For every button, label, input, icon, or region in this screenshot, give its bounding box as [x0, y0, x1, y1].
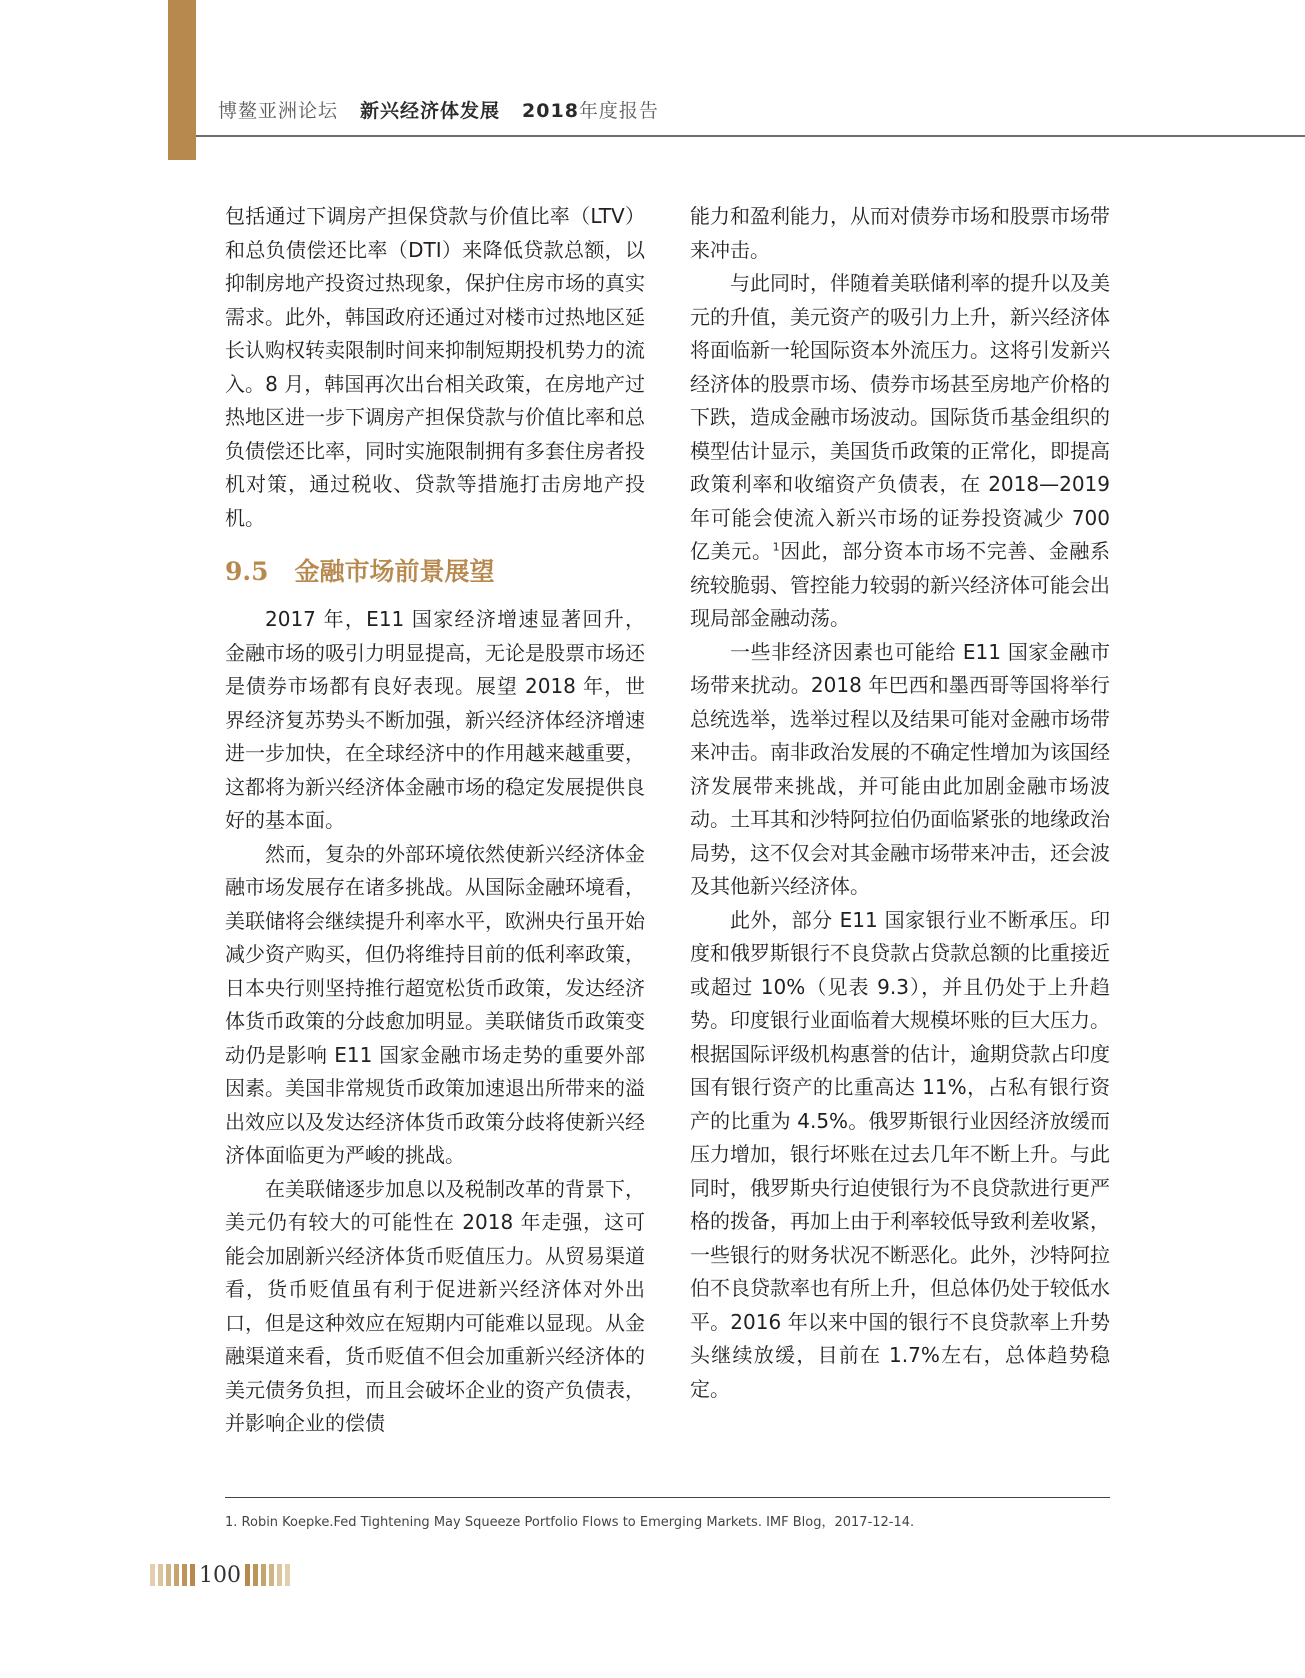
paragraph: 2017 年，E11 国家经济增速显著回升，金融市场的吸引力明显提高，无论是股票市场还是债券市场都有良好表现。展望 2018 年，世界经济复苏势头不断加强，新兴经济体经济增速进一步加快，在全球经济中的作用越来越重要，这都将为新兴经济体金融市场的稳定发展提供良好的基本面。: [225, 607, 645, 832]
page-stripes-right: [245, 1564, 290, 1586]
paragraph: 然而，复杂的外部环境依然使新兴经济体金融市场发展存在诸多挑战。从国际金融环境看，美联储将会继续提升利率水平，欧洲央行虽开始减少资产购买，但仍将维持目前的低利率政策，日本央行则坚持推行超宽松货币政策，发达经济体货币政策的分歧愈加明显。美联储货币政策变动仍是影响 E11 国家金融市场走势的重要外部因素。美国非常规货币政策加速退出所带来的溢出效应以及发达经济体货币政策分歧将使新兴经济体面临更为严峻的挑战。: [225, 841, 645, 1167]
footnote-rule: [225, 1497, 1110, 1498]
header-accent-bar: [168, 0, 196, 160]
header-title: 新兴经济体发展: [360, 100, 501, 122]
footnote: 1. Robin Koepke.Fed Tightening May Squeeze Portfolio Flows to Emerging Markets. IMF Blog，2017-12-14.: [225, 1515, 915, 1530]
footnote-ref[interactable]: 1: [772, 540, 780, 554]
paragraph: 一些非经济因素也可能给 E11 国家金融市场带来扰动。2018 年巴西和墨西哥等国将举行总统选举，选举过程以及结果可能对金融市场带来冲击。南非政治发展的不确定性增加为该国经济发展带来挑战，并可能由此加剧金融市场波动。土耳其和沙特阿拉伯仍面临紧张的地缘政治局势，这不仅会对其金融市场带来冲击，还会波及其他新兴经济体。: [690, 639, 1110, 898]
right-column: [690, 200, 1110, 1406]
paragraph-text: 与此同时，伴随着美联储利率的提升以及美元的升值，美元资产的吸引力上升，新兴经济体将面临新一轮国际资本外流压力。这将引发新兴经济体的股票市场、债券市场甚至房地产价格的下跌，造成金融市场波动。国际货币基金组织的模型估计显示，美国货币政策的正常化，即提高政策利率和收缩资产负债表，在 2018—2019 年可能会使流入新兴市场的证券投资减少 700 亿美元。: [690, 271, 1110, 563]
page-stripes-left: [150, 1564, 195, 1586]
running-header: [218, 96, 659, 123]
paragraph: 此外，部分 E11 国家银行业不断承压。印度和俄罗斯银行不良贷款占贷款总额的比重接近或超过 10%（见表 9.3），并且仍处于上升趋势。印度银行业面临着大规模坏账的巨大压力。根据国际评级机构惠誉的估计，逾期贷款占印度国有银行资产的比重高达 11%，占私有银行资产的比重为 4.5%。俄罗斯银行业因经济放缓而压力增加，银行坏账在过去几年不断上升。与此同时，俄罗斯央行迫使银行为不良贷款进行更严格的拨备，再加上由于利率较低导致利差收紧，一些银行的财务状况不断恶化。此外，沙特阿拉伯不良贷款率也有所上升，但总体仍处于较低水平。2016 年以来中国的银行不良贷款率上升势头继续放缓，目前在 1.7%左右，总体趋势稳定。: [690, 907, 1110, 1401]
paragraph: 能力和盈利能力，从而对债券市场和股票市场带来冲击。: [690, 204, 1110, 262]
section-title: 金融市场前景展望: [294, 557, 495, 586]
paragraph: 包括通过下调房产担保贷款与价值比率（LTV）和总负债偿还比率（DTI）来降低贷款总额，以抑制房地产投资过热现象，保护住房市场的真实需求。此外，韩国政府还通过对楼市过热地区延长认购权转卖限制时间来抑制短期投机势力的流入。8 月，韩国再次出台相关政策，在房地产过热地区进一步下调房产担保贷款与价值比率和总负债偿还比率，同时实施限制拥有多套住房者投机对策，通过税收、贷款等措施打击房地产投机。: [225, 204, 645, 530]
paragraph-text: 因此，部分资本市场不完善、金融系统较脆弱、管控能力较弱的新兴经济体可能会出现局部金融动荡。: [690, 539, 1111, 630]
header-report: [522, 100, 659, 122]
header-forum: 博鳌亚洲论坛: [218, 100, 339, 122]
header-report-label: 年度报告: [578, 100, 659, 122]
page-number: 100: [199, 1562, 241, 1588]
section-number: 9.5: [225, 557, 269, 586]
header-rule: [196, 135, 1305, 137]
left-column: [225, 200, 645, 1441]
page-number-block: [150, 1562, 290, 1588]
header-year: 2018: [522, 100, 579, 122]
section-heading: [225, 555, 645, 589]
paragraph: 在美联储逐步加息以及税制改革的背景下，美元仍有较大的可能性在 2018 年走强，这可能会加剧新兴经济体货币贬值压力。从贸易渠道看，货币贬值虽有利于促进新兴经济体对外出口，但是这种效应在短期内可能难以显现。从金融渠道来看，货币贬值不但会加重新兴经济体的美元债务负担，而且会破坏企业的资产负债表，并影响企业的偿债: [225, 1176, 645, 1435]
paragraph: [690, 267, 1110, 636]
